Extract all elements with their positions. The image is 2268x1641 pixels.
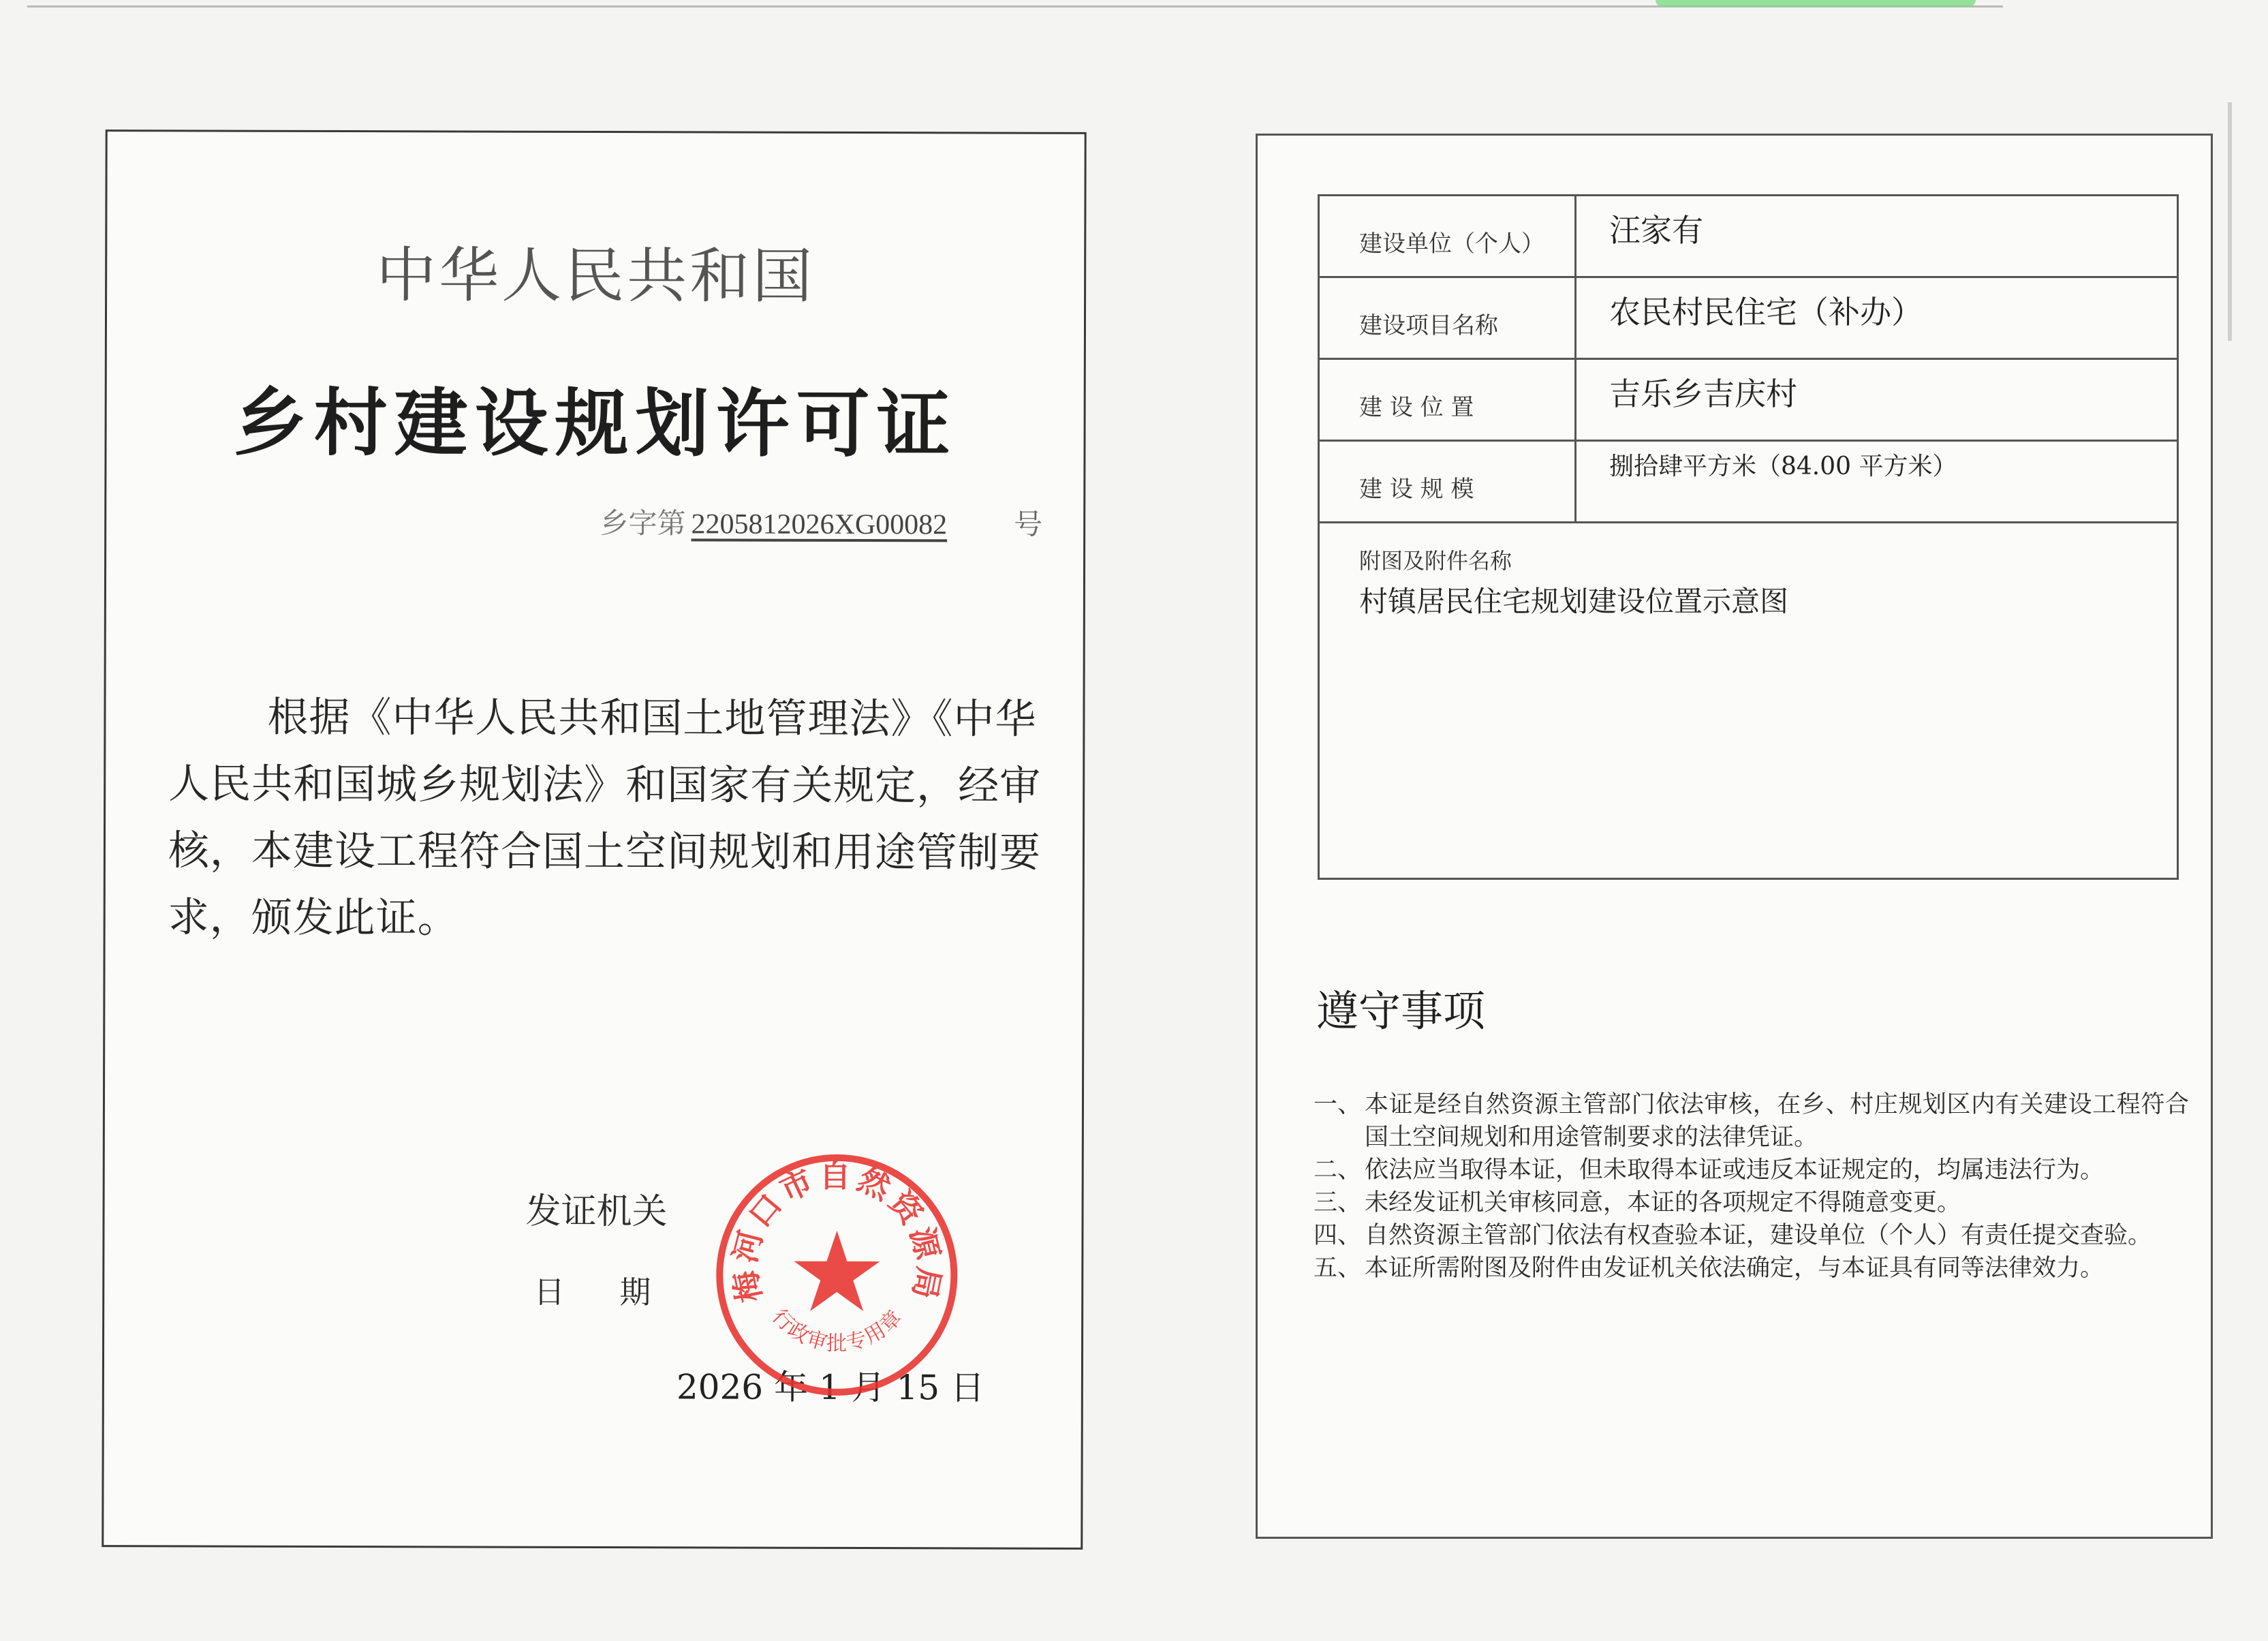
note-index: 一、 bbox=[1314, 1091, 1362, 1118]
note-text: 本证是经自然资源主管部门依法审核，在乡、村庄规划区内有关建设工程符合国土空间规划和用途管制要求的法律凭证。 bbox=[1365, 1091, 2189, 1151]
list-item bbox=[1314, 1154, 2189, 1186]
note-index: 四、 bbox=[1314, 1222, 1362, 1249]
list-item bbox=[1314, 1252, 2189, 1285]
table-row bbox=[1319, 441, 2178, 523]
table-row bbox=[1319, 196, 2178, 277]
scan-edge-right bbox=[2228, 102, 2232, 341]
note-text: 依法应当取得本证，但未取得本证或违反本证规定的，均属违法行为。 bbox=[1365, 1156, 2104, 1184]
field-value-location: 吉乐乡吉庆村 bbox=[1576, 359, 2178, 441]
note-text: 本证所需附图及附件由发证机关依法确定，与本证具有同等法律效力。 bbox=[1365, 1255, 2104, 1282]
list-item bbox=[1314, 1219, 2189, 1252]
permit-number bbox=[600, 501, 1042, 543]
field-label-scale: 建 设 规 模 bbox=[1319, 441, 1576, 523]
table-row bbox=[1319, 277, 2178, 359]
field-label-location: 建 设 位 置 bbox=[1319, 359, 1576, 441]
official-seal-icon bbox=[711, 1148, 963, 1401]
note-text: 未经发证机关审核同意，本证的各项规定不得随意变更。 bbox=[1365, 1189, 1961, 1216]
notes-list bbox=[1314, 1088, 2189, 1285]
attachments-label: 附图及附件名称 bbox=[1359, 548, 1512, 574]
date-label: 日期 bbox=[533, 1273, 706, 1311]
svg-text:行政审批专用章: 行政审批专用章 bbox=[767, 1304, 908, 1356]
attachments-cell bbox=[1319, 523, 2178, 879]
scan-artifact bbox=[1656, 0, 1976, 7]
permit-front-page bbox=[102, 129, 1086, 1550]
field-label-applicant: 建设单位（个人） bbox=[1319, 196, 1576, 277]
field-value-scale: 捌拾肆平方米（84.00 平方米） bbox=[1576, 441, 2178, 523]
permit-body-text: 根据《中华人民共和国土地管理法》《中华人民共和国城乡规划法》和国家有关规定，经审核，本建设工程符合国土空间规划和用途管制要求，颁发此证。 bbox=[168, 693, 1042, 942]
project-info-table bbox=[1318, 194, 2179, 880]
list-item bbox=[1314, 1088, 2189, 1154]
note-text: 自然资源主管部门依法有权查验本证，建设单位（个人）有责任提交查验。 bbox=[1365, 1222, 2152, 1249]
permit-number-label: 乡字第 bbox=[600, 506, 686, 540]
list-item bbox=[1314, 1186, 2189, 1219]
permit-number-value: 2205812026XG00082 bbox=[691, 508, 948, 541]
attachments-value: 村镇居民住宅规划建设位置示意图 bbox=[1359, 585, 1789, 618]
note-index: 五、 bbox=[1314, 1255, 1362, 1282]
notes-title: 遵守事项 bbox=[1316, 986, 1486, 1036]
note-index: 三、 bbox=[1314, 1189, 1362, 1216]
issuer-label: 发证机关 bbox=[525, 1191, 668, 1233]
svg-text:梅河口市自然资源局: 梅河口市自然资源局 bbox=[726, 1157, 948, 1306]
note-index: 二、 bbox=[1314, 1156, 1362, 1184]
permit-number-suffix: 号 bbox=[1014, 507, 1043, 541]
country-heading: 中华人民共和国 bbox=[376, 240, 815, 311]
table-row bbox=[1319, 523, 2178, 879]
field-value-applicant: 汪家有 bbox=[1576, 196, 2178, 277]
field-label-project-name: 建设项目名称 bbox=[1319, 277, 1576, 359]
permit-back-page bbox=[1256, 134, 2213, 1539]
issue-date: 2026 年 1 月 15 日 bbox=[676, 1367, 985, 1408]
permit-title: 乡村建设规划许可证 bbox=[233, 380, 957, 468]
table-row bbox=[1319, 359, 2178, 441]
field-value-project-name: 农民村民住宅（补办） bbox=[1576, 277, 2178, 359]
